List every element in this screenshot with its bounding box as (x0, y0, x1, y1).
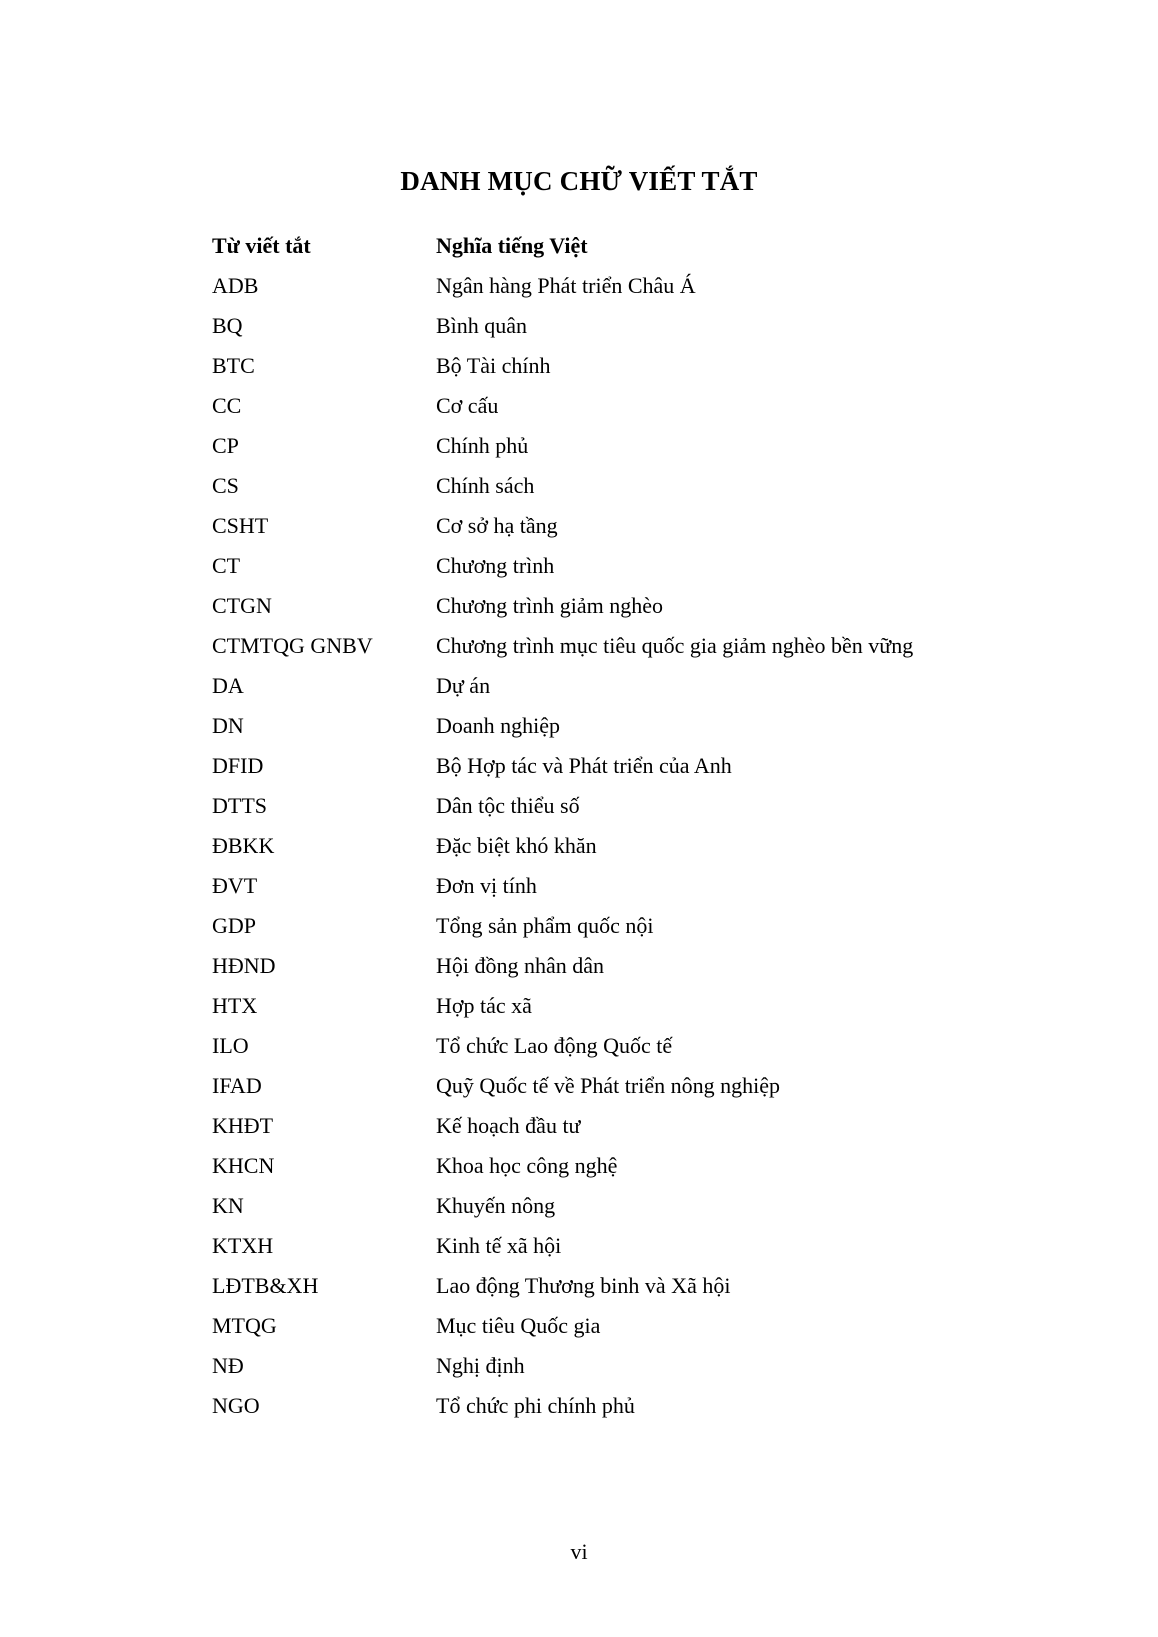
abbreviation-cell: BQ (212, 313, 243, 338)
abbreviation-cell: DN (212, 713, 244, 738)
abbreviation-cell: KN (212, 1193, 244, 1218)
meaning-cell: Bộ Hợp tác và Phát triển của Anh (436, 753, 732, 778)
abbreviation-cell: CT (212, 553, 241, 578)
table-row (212, 1066, 1012, 1106)
meaning-cell: Doanh nghiệp (436, 713, 561, 738)
abbreviation-cell: ĐVT (212, 873, 258, 898)
abbreviation-cell: IFAD (212, 1073, 262, 1098)
meaning-cell: Quỹ Quốc tế về Phát triển nông nghiệp (436, 1073, 780, 1098)
table-row (212, 1026, 1012, 1066)
table-row (212, 906, 1012, 946)
page-number: vi (570, 1539, 588, 1564)
meaning-cell: Cơ cấu (436, 393, 499, 418)
meaning-cell: Hội đồng nhân dân (436, 953, 605, 978)
abbreviation-cell: ILO (212, 1033, 249, 1058)
meaning-cell: Tổ chức phi chính phủ (436, 1393, 635, 1418)
table-row (212, 266, 1012, 306)
table-row (212, 1306, 1012, 1346)
table-row (212, 466, 1012, 506)
page-title: DANH MỤC CHỮ VIẾT TẮT (400, 166, 758, 196)
table-row (212, 666, 1012, 706)
table-row (212, 1226, 1012, 1266)
meaning-cell: Bình quân (436, 313, 528, 338)
table-row (212, 1386, 1012, 1426)
table-row (212, 346, 1012, 386)
abbreviation-cell: BTC (212, 353, 255, 378)
table-row (212, 306, 1012, 346)
header-abbreviation: Từ viết tắt (212, 233, 311, 258)
abbreviation-cell: ADB (212, 273, 259, 298)
abbreviation-cell: NGO (212, 1393, 260, 1418)
meaning-cell: Kế hoạch đầu tư (436, 1113, 581, 1138)
table-row (212, 506, 1012, 546)
abbreviation-cell: KHĐT (212, 1113, 274, 1138)
table-row (212, 706, 1012, 746)
abbreviation-cell: GDP (212, 913, 257, 938)
meaning-cell: Mục tiêu Quốc gia (436, 1313, 601, 1338)
abbreviation-cell: NĐ (212, 1353, 244, 1378)
meaning-cell: Đơn vị tính (436, 873, 537, 898)
meaning-cell: Chính sách (436, 473, 535, 498)
meaning-cell: Chương trình giảm nghèo (436, 593, 664, 618)
meaning-cell: Bộ Tài chính (436, 353, 551, 378)
meaning-cell: Dự án (436, 673, 491, 698)
abbreviation-cell: KHCN (212, 1153, 275, 1178)
abbreviation-cell: CTMTQG GNBV (212, 633, 373, 658)
meaning-cell: Khoa học công nghệ (436, 1153, 618, 1178)
table-row (212, 426, 1012, 466)
table-row (212, 986, 1012, 1026)
abbreviation-cell: CS (212, 473, 239, 498)
table-body (212, 266, 1012, 1426)
abbreviation-cell: CP (212, 433, 239, 458)
abbreviation-cell: CTGN (212, 593, 272, 618)
meaning-cell: Đặc biệt khó khăn (436, 833, 597, 858)
abbreviation-cell: HTX (212, 993, 258, 1018)
meaning-cell: Tổ chức Lao động Quốc tế (436, 1033, 673, 1058)
table-row (212, 626, 1012, 666)
table-row (212, 786, 1012, 826)
table-row (212, 1106, 1012, 1146)
meaning-cell: Lao động Thương binh và Xã hội (436, 1273, 731, 1298)
table-row (212, 386, 1012, 426)
meaning-cell: Chương trình (436, 553, 555, 578)
table-row (212, 1186, 1012, 1226)
meaning-cell: Chương trình mục tiêu quốc gia giảm nghèo bền vững (436, 633, 914, 658)
table-row (212, 746, 1012, 786)
abbreviation-cell: CSHT (212, 513, 269, 538)
table-row (212, 1146, 1012, 1186)
table-row (212, 1266, 1012, 1306)
table-row (212, 1346, 1012, 1386)
abbreviation-cell: KTXH (212, 1233, 274, 1258)
abbreviation-cell: LĐTB&XH (212, 1273, 319, 1298)
abbreviation-cell: HĐND (212, 953, 276, 978)
meaning-cell: Khuyến nông (436, 1193, 556, 1218)
table-row (212, 586, 1012, 626)
abbreviation-cell: CC (212, 393, 242, 418)
table-row (212, 946, 1012, 986)
abbreviation-cell: MTQG (212, 1313, 277, 1338)
meaning-cell: Ngân hàng Phát triển Châu Á (436, 273, 696, 298)
abbreviation-cell: ĐBKK (212, 833, 275, 858)
abbreviation-cell: DTTS (212, 793, 267, 818)
table-header-row (212, 226, 1012, 266)
header-meaning: Nghĩa tiếng Việt (436, 233, 588, 258)
meaning-cell: Cơ sở hạ tầng (436, 513, 558, 538)
meaning-cell: Nghị định (436, 1353, 525, 1378)
table-row (212, 546, 1012, 586)
abbreviation-cell: DFID (212, 753, 264, 778)
meaning-cell: Kinh tế xã hội (436, 1233, 562, 1258)
meaning-cell: Dân tộc thiểu số (436, 793, 580, 818)
abbreviation-table (212, 226, 1012, 1426)
meaning-cell: Hợp tác xã (436, 993, 532, 1018)
meaning-cell: Chính phủ (436, 433, 529, 458)
table-row (212, 826, 1012, 866)
table-row (212, 866, 1012, 906)
meaning-cell: Tổng sản phẩm quốc nội (436, 913, 654, 938)
abbreviation-cell: DA (212, 673, 244, 698)
